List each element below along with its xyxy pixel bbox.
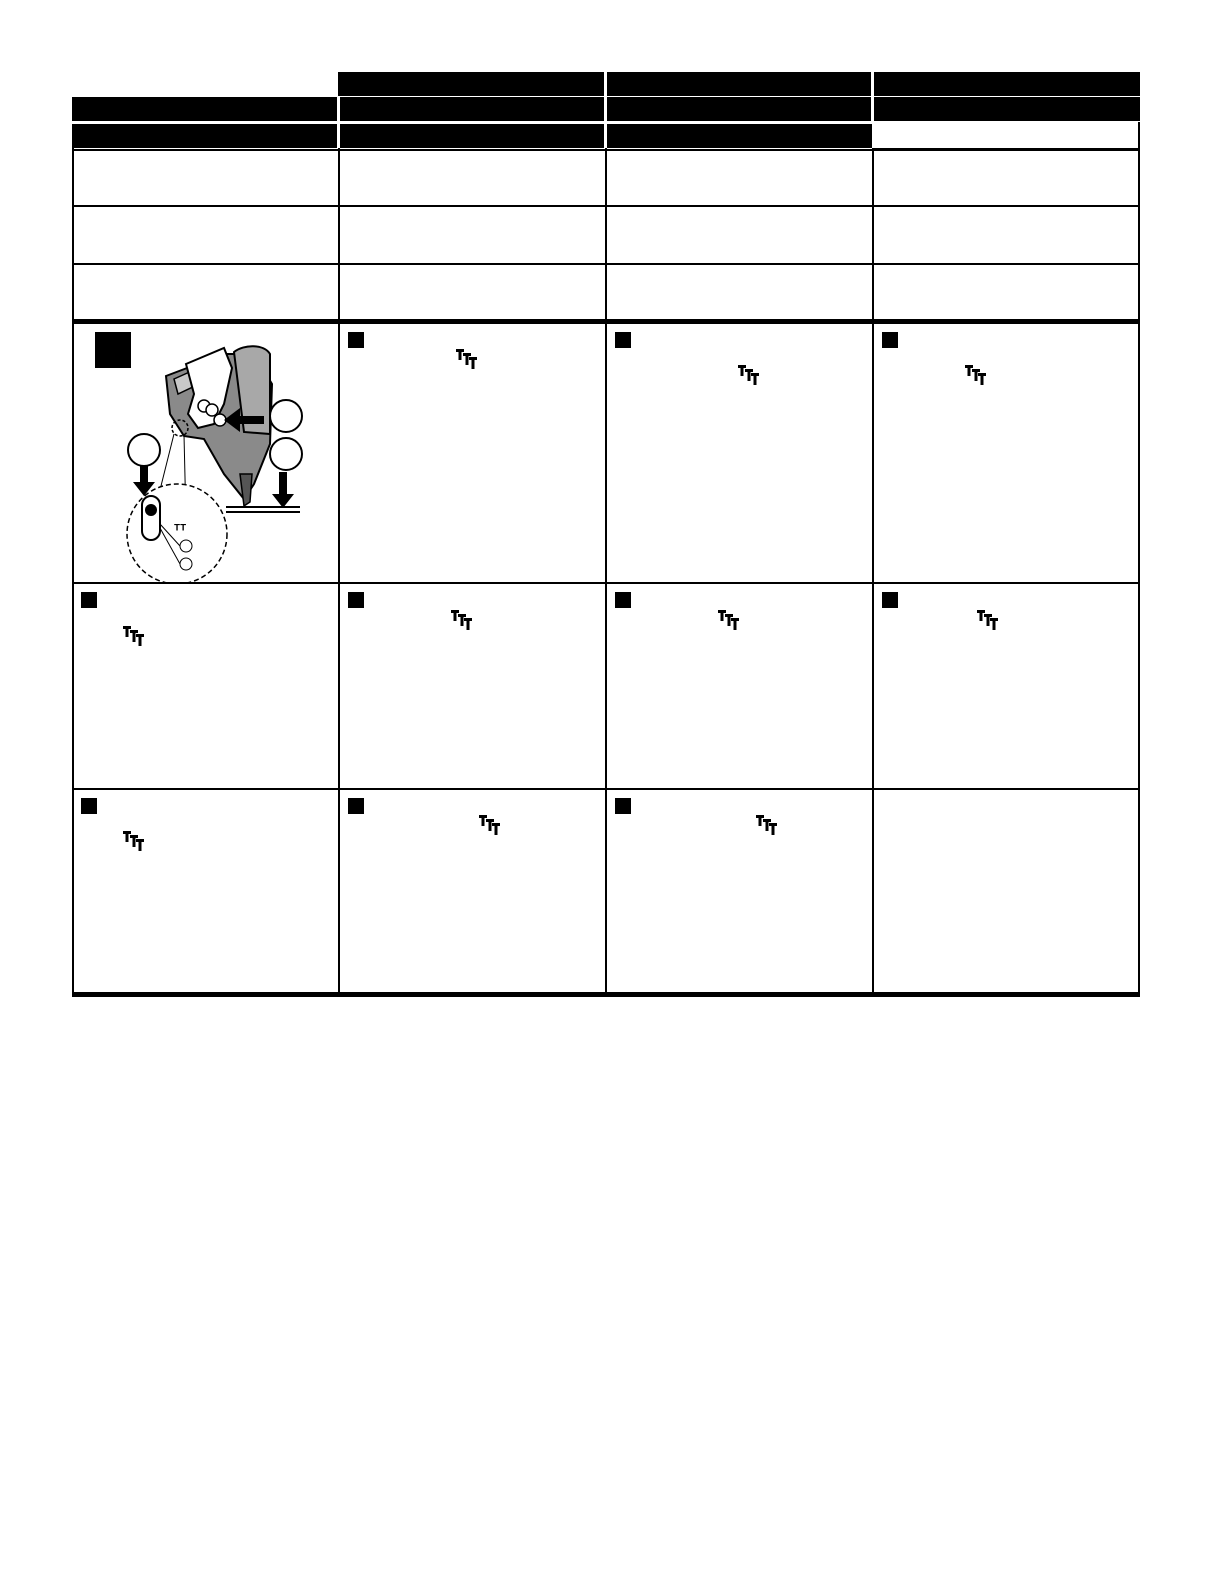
nail-icon — [123, 626, 145, 646]
nail-icon — [451, 610, 473, 630]
header-empty-cell — [872, 122, 1140, 150]
header-divider — [337, 97, 340, 148]
nail-icon — [123, 831, 145, 851]
column-divider — [872, 148, 874, 996]
step-marker — [615, 798, 631, 814]
nail-icon — [718, 610, 740, 630]
step-marker — [348, 592, 364, 608]
step-marker — [882, 592, 898, 608]
column-divider — [338, 148, 340, 996]
step-marker — [81, 798, 97, 814]
nail-icon — [456, 349, 478, 369]
step-marker — [615, 592, 631, 608]
row-divider — [72, 788, 1140, 790]
row-divider — [72, 205, 1140, 207]
table-border-right — [1138, 122, 1140, 996]
step-marker — [882, 332, 898, 348]
row-divider — [72, 582, 1140, 584]
nail-tool-diagram — [74, 324, 338, 582]
step-marker — [348, 798, 364, 814]
svg-text:ᵀᵀ: ᵀᵀ — [174, 521, 187, 537]
nail-icon — [965, 365, 987, 385]
nail-icon — [977, 610, 999, 630]
step-marker — [348, 332, 364, 348]
header-divider — [871, 72, 874, 122]
nail-icon — [756, 815, 778, 835]
step-marker — [81, 592, 97, 608]
step-marker — [615, 332, 631, 348]
nail-icon — [479, 815, 501, 835]
nail-icon — [738, 365, 760, 385]
figure-cell — [74, 324, 338, 582]
header-divider — [604, 72, 607, 148]
header-row-1 — [338, 72, 1140, 96]
header-row-3 — [72, 124, 872, 148]
table-border-bottom — [72, 992, 1140, 997]
row-divider — [72, 263, 1140, 265]
row-divider — [72, 149, 1140, 151]
column-divider — [605, 148, 607, 996]
